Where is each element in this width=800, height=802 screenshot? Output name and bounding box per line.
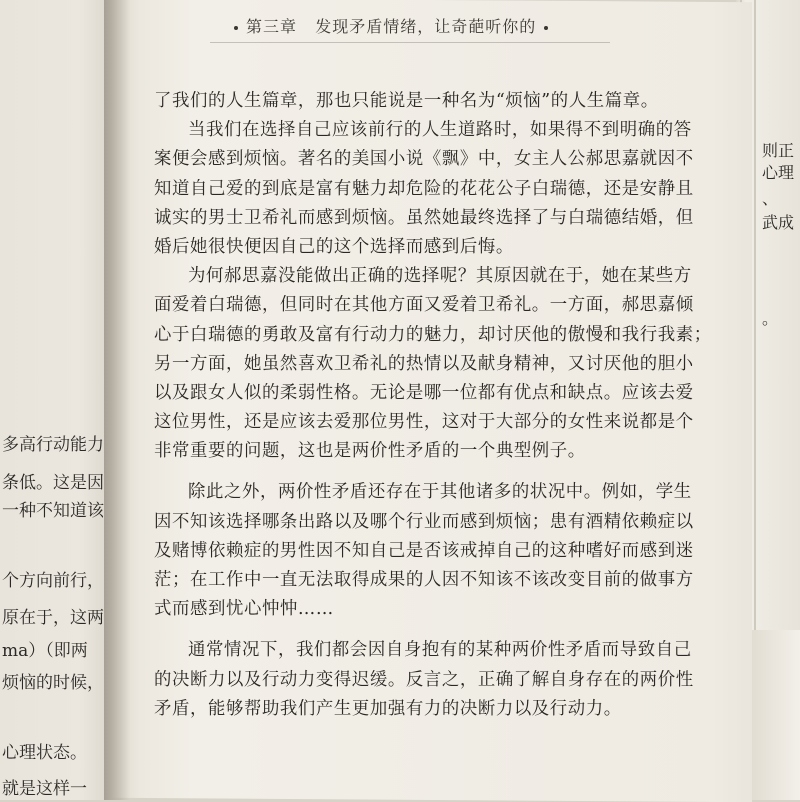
text-line: 因不知该选择哪条出路以及哪个行业而感到烦恼；患有酒精依赖症以	[154, 511, 694, 532]
body-text	[154, 87, 712, 724]
text-line: 及赌博依赖症的男性因不知自己是否该戒掉自己的这种嗜好而感到迷	[154, 540, 694, 561]
right-fragment: 、	[762, 189, 779, 208]
right-fragment: 心理	[762, 163, 795, 182]
text-line: 面爱着白瑞德，但同时在其他方面又爱着卫希礼。一方面，郝思嘉倾	[154, 295, 694, 316]
text-line: 知道自己爱的到底是富有魅力却危险的花花公子白瑞德，还是安静且	[154, 178, 694, 199]
text-line: 当我们在选择自己应该前行的人生道路时，如果得不到明确的答	[188, 120, 692, 141]
left-fragment: 个方向前行，	[2, 571, 104, 591]
text-line: 为何郝思嘉没能做出正确的选择呢？其原因就在于，她在某些方	[188, 266, 692, 287]
gutter-shadow	[104, 0, 130, 800]
chapter-label: 第三章	[246, 17, 298, 36]
page-stack-edge	[752, 630, 800, 800]
left-fragment: ma）（即两	[2, 641, 88, 661]
left-fragment: 条低。这是因	[2, 473, 104, 493]
text-line: 矛盾，能够帮助我们产生更加强有力的决断力以及行动力。	[154, 698, 622, 719]
header-rule	[210, 42, 610, 43]
text-line: 非常重要的问题，这也是两价性矛盾的一个典型例子。	[154, 441, 586, 462]
left-fragment: 原在于，这两	[2, 608, 104, 628]
text-line: 茫；在工作中一直无法取得成果的人因不知该不该改变目前的做事方	[154, 570, 694, 590]
text-line: 除此之外，两价性矛盾还存在于其他诸多的状况中。例如，学生	[188, 482, 692, 503]
right-fragment: 则正	[762, 141, 795, 160]
left-fragment: 多高行动能力	[2, 435, 104, 455]
text-line: 诚实的男士卫希礼而感到烦恼。虽然她最终选择了与白瑞德结婚，但	[154, 207, 694, 228]
header-dot	[234, 26, 238, 30]
right-fragment: 武成	[762, 213, 795, 232]
text-line: 以及跟女人似的柔弱性格。无论是哪一位都有优点和缺点。应该去爱	[154, 382, 694, 403]
right-fragment: 。	[762, 309, 779, 328]
text-line: 了我们的人生篇章，那也只能说是一种名为“烦恼”的人生篇章。	[154, 91, 659, 111]
left-fragment: 就是这样一	[2, 779, 87, 799]
header-dot	[544, 26, 548, 30]
left-fragment: 烦恼的时候，	[2, 673, 104, 693]
text-line: 的决断力以及行动力变得迟缓。反言之，正确了解自身存在的两价性	[154, 669, 694, 690]
text-line: 式而感到忧心忡忡……	[154, 599, 334, 620]
text-line: 另一方面，她虽然喜欢卫希礼的热情以及献身精神，又讨厌他的胆小	[154, 353, 694, 374]
text-line: 心于白瑞德的勇敢及富有行动力的魅力，却讨厌他的傲慢和我行我素；	[154, 324, 712, 345]
left-fragment: 心理状态。	[2, 743, 87, 763]
chapter-title: 发现矛盾情绪，让奇葩听你的	[315, 17, 537, 36]
text-line: 婚后她很快便因自己的这个选择而感到后悔。	[154, 236, 514, 257]
text-line: 这位男性，还是应该去爱那位男性，这对于大部分的女性来说都是个	[154, 412, 694, 433]
text-line: 通常情况下，我们都会因自身抱有的某种两价性矛盾而导致自己	[188, 640, 692, 661]
running-header	[226, 14, 626, 40]
left-fragment: 一种不知道该	[2, 501, 104, 521]
text-line: 案便会感到烦恼。著名的美国小说《飘》中，女主人公郝思嘉就因不	[154, 149, 694, 170]
